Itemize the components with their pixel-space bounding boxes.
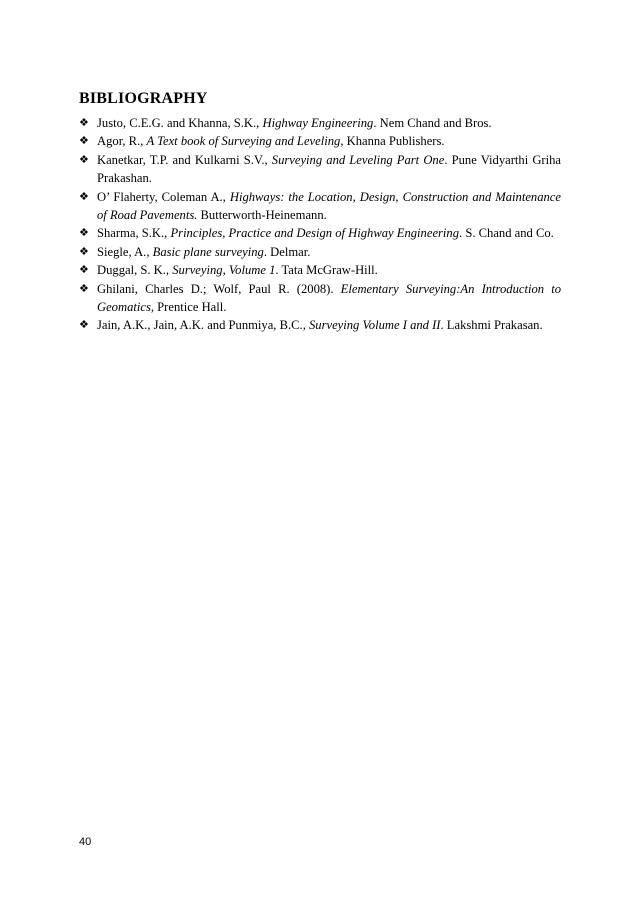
entry-authors: Kanetkar, T.P. and Kulkarni S.V.,: [97, 152, 272, 167]
list-item: [79, 132, 561, 150]
diamond-bullet-icon: ❖: [79, 226, 89, 240]
entry-authors: Siegle, A.,: [97, 244, 153, 259]
entry-title: Surveying Volume I and II: [309, 318, 441, 333]
entry-authors: Ghilani, Charles D.; Wolf, Paul R. (2008).: [97, 281, 341, 296]
entry-authors: Jain, A.K., Jain, A.K. and Punmiya, B.C.,: [97, 318, 309, 333]
list-item: [79, 188, 561, 225]
diamond-bullet-icon: ❖: [79, 116, 89, 129]
entry-title: Surveying, Volume 1: [172, 263, 276, 278]
bibliography-list: [79, 114, 561, 335]
entry-publisher: . S. Chand and Co.: [459, 226, 554, 241]
list-item: [79, 280, 561, 317]
entry-title: Highways: the Location, Design, Construction and Maintenance of Road Pavements.: [97, 189, 561, 223]
diamond-bullet-icon: ❖: [79, 318, 89, 332]
diamond-bullet-icon: ❖: [79, 189, 89, 203]
entry-title: Elementary Surveying:An Introduction to Geomatics: [97, 281, 562, 315]
list-item: [79, 114, 561, 132]
diamond-bullet-icon: ❖: [79, 281, 89, 295]
entry-title: Surveying and Leveling Part One: [271, 152, 445, 167]
list-item: [79, 261, 561, 279]
diamond-bullet-icon: ❖: [79, 244, 89, 258]
entry-title: Highway Engineering: [262, 116, 374, 130]
page-number: 40: [79, 836, 92, 848]
diamond-bullet-icon: ❖: [79, 263, 89, 277]
entry-publisher: . Pune Vidyarthi Griha Prakashan.: [97, 152, 562, 186]
diamond-bullet-icon: ❖: [79, 134, 89, 148]
entry-publisher: . Tata McGraw-Hill.: [275, 263, 378, 278]
entry-title: Principles, Practice and Design of Highway Engineering: [170, 226, 460, 241]
list-item: [79, 243, 561, 261]
entry-title: A Text book of Surveying and Leveling: [146, 134, 341, 149]
page-title: BIBLIOGRAPHY: [79, 90, 208, 107]
entry-authors: Duggal, S. K.,: [97, 263, 173, 278]
entry-authors: Justo, C.E.G. and Khanna, S.K.,: [97, 116, 263, 130]
diamond-bullet-icon: ❖: [79, 152, 89, 166]
entry-authors: Sharma, S.K.,: [97, 226, 171, 241]
list-item: [79, 224, 561, 242]
entry-authors: O’ Flaherty, Coleman A.,: [97, 189, 230, 204]
list-item: [79, 151, 561, 188]
entry-title: Basic plane surveying: [152, 244, 264, 259]
entry-publisher: , Khanna Publishers.: [340, 134, 445, 149]
entry-authors: Agor, R.,: [97, 134, 147, 149]
entry-publisher: , Prentice Hall.: [150, 300, 227, 315]
entry-publisher: . Lakshmi Prakasan.: [440, 318, 543, 333]
list-item: [79, 316, 561, 334]
entry-publisher: . Delmar.: [263, 244, 311, 259]
entry-publisher: . Nem Chand and Bros.: [373, 116, 492, 130]
entry-publisher: Butterworth-Heinemann.: [197, 208, 327, 223]
